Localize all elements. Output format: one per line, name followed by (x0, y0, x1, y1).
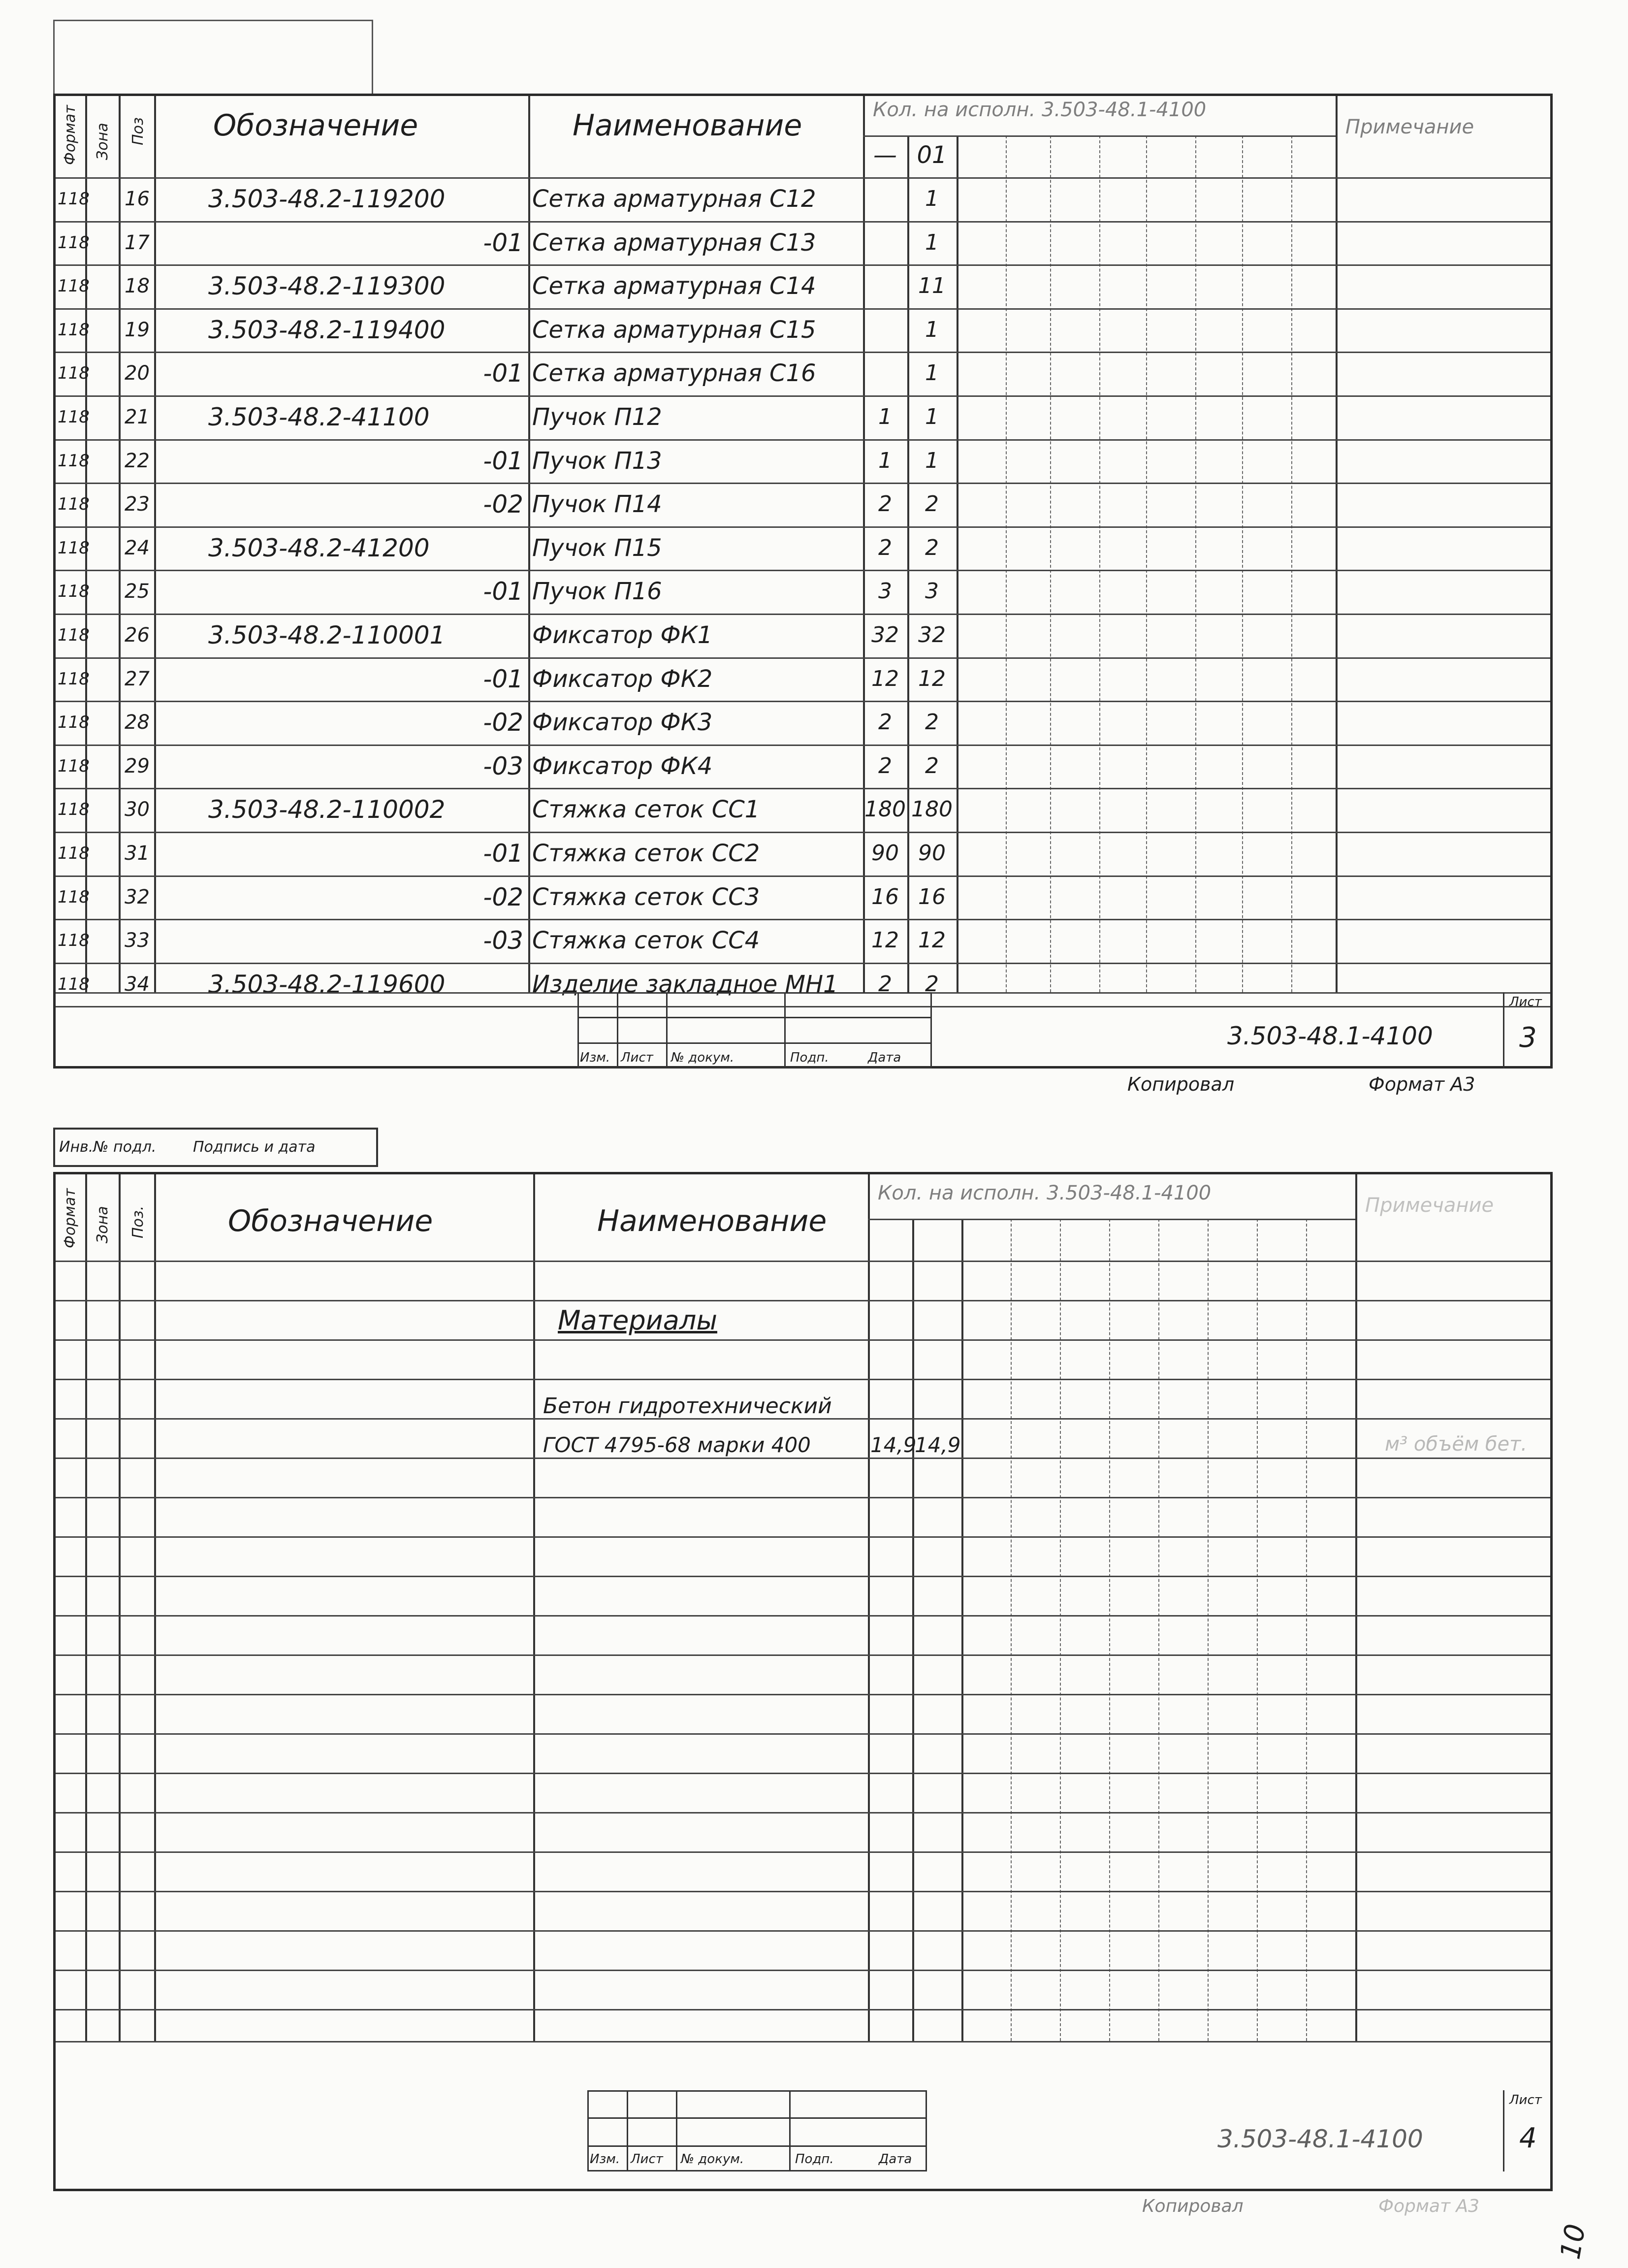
row-line (56, 1891, 1550, 1892)
header-zone: Зона (94, 1206, 111, 1243)
cell-format: 118 (58, 713, 90, 733)
cell-designation: -01 (483, 228, 523, 257)
tb-label-sign: Подп. (790, 1050, 829, 1065)
cell-name: Стяжка сеток СС1 (532, 796, 760, 824)
cell-name: Сетка арматурная С16 (532, 359, 816, 388)
format-label: Формат А3 (1369, 1073, 1475, 1095)
col-line (1355, 1174, 1357, 2041)
col-line (533, 1174, 535, 2041)
tb-label-doc: № докум. (671, 1050, 734, 1065)
cell-name: Пучок П15 (532, 534, 662, 562)
cell-q2: 11 (918, 273, 946, 299)
doc-code: 3.503-48.1-4100 (1217, 2125, 1423, 2153)
cell-name: Сетка арматурная С12 (532, 185, 816, 213)
col-line (1257, 1219, 1258, 2041)
cell-q1: 90 (871, 841, 899, 866)
cell-format: 118 (58, 451, 90, 471)
cell-designation: 3.503-48.2-119600 (208, 970, 446, 999)
col-line (154, 96, 156, 992)
cell-pos: 22 (125, 449, 150, 472)
cell-designation: -03 (483, 926, 523, 955)
cell-q1: 2 (878, 535, 892, 560)
cell-format: 118 (58, 494, 90, 515)
doc-code: 3.503-48.1-4100 (1227, 1022, 1433, 1050)
col-line (1208, 1219, 1209, 2041)
col-line (1011, 1219, 1012, 2041)
col-line (1291, 135, 1292, 992)
signature-date-label: Подпись и дата (193, 1138, 316, 1156)
col-line (1099, 135, 1100, 992)
cell-pos: 29 (125, 754, 150, 778)
sheet-number-box (1503, 2090, 1554, 2171)
tb-label-list: Лист (631, 2152, 663, 2167)
tb-label-date: Дата (879, 2152, 912, 2167)
tb-label-izm: Изм. (590, 2152, 620, 2167)
sheet-label: Лист (1509, 995, 1542, 1009)
row-line (868, 1219, 1355, 1220)
inventory-stamp (53, 1128, 378, 1167)
cell-pos: 23 (125, 493, 150, 516)
cell-q1: 1 (878, 448, 892, 473)
header-format: Формат (62, 1188, 79, 1248)
cell-q2: 1 (925, 360, 939, 386)
cell-q1: 2 (878, 753, 892, 778)
top-stub-box (53, 20, 373, 94)
cell-q1 (863, 222, 907, 263)
cell-q2: 12 (918, 928, 946, 953)
margin-number: 10 (1554, 2221, 1592, 2262)
cell-format: 118 (58, 800, 90, 820)
tb-label-date: Дата (868, 1050, 901, 1065)
tb-cell (577, 1017, 932, 1044)
cell-q1: 1 (878, 404, 892, 429)
cell-name: Фиксатор ФК1 (532, 621, 713, 649)
cell-format: 118 (58, 931, 90, 951)
header-qty: Кол. на исполн. 3.503-48.1-4100 (878, 1182, 1212, 1204)
tb-label-list: Лист (621, 1050, 653, 1065)
col-line (1242, 135, 1243, 992)
col-line (1158, 1219, 1159, 2041)
cell-q2: 3 (925, 579, 939, 604)
cell-designation: 3.503-48.2-119200 (208, 185, 446, 213)
tb-label-doc: № докум. (681, 2152, 744, 2167)
cell-designation: -01 (483, 577, 523, 606)
col-line (1006, 135, 1007, 992)
cell-designation: -03 (483, 751, 523, 780)
cell-pos: 18 (125, 275, 150, 298)
header-qty: Кол. на исполн. 3.503-48.1-4100 (873, 98, 1207, 121)
col-line (1146, 135, 1147, 992)
cell-pos: 26 (125, 624, 150, 647)
col-line (1336, 96, 1338, 992)
header-designation: Обозначение (213, 108, 418, 143)
cell-q2: 2 (925, 535, 939, 560)
material-name-line1: Бетон гидротехнический (543, 1393, 832, 1419)
cell-q2: 1 (925, 404, 939, 429)
col-line (868, 1174, 870, 2041)
row-line (56, 1970, 1550, 1971)
header-note: Примечание (1365, 1194, 1494, 1217)
cell-format: 118 (58, 189, 90, 209)
sheet-number: 3 (1519, 1022, 1537, 1054)
cell-q1: 2 (878, 971, 892, 997)
cell-name: Стяжка сеток СС4 (532, 927, 760, 955)
col-line (154, 1174, 156, 2041)
row-line (56, 1930, 1550, 1932)
cell-designation: 3.503-48.2-119300 (208, 272, 446, 301)
cell-designation: -01 (483, 446, 523, 475)
cell-pos: 17 (125, 231, 150, 254)
cell-name: Сетка арматурная С13 (532, 228, 816, 257)
cell-q1: 32 (871, 622, 899, 648)
cell-designation: 3.503-48.2-41100 (208, 403, 430, 431)
cell-q2: 2 (925, 753, 939, 778)
cell-format: 118 (58, 363, 90, 384)
cell-designation: 3.503-48.2-110002 (208, 795, 446, 824)
row-line (56, 1458, 1550, 1459)
cell-q1: 3 (878, 579, 892, 604)
cell-q2: 2 (925, 710, 939, 735)
cell-format: 118 (58, 756, 90, 776)
col-line (1306, 1219, 1307, 2041)
row-line (56, 1576, 1550, 1577)
cell-pos: 20 (125, 362, 150, 385)
qty-col-01: 01 (917, 141, 947, 169)
cell-name: Сетка арматурная С15 (532, 316, 816, 344)
cell-name: Фиксатор ФК3 (532, 709, 713, 737)
row-line (56, 1851, 1550, 1853)
cell-q2: 90 (918, 841, 946, 866)
cell-designation: 3.503-48.2-119400 (208, 315, 446, 344)
row-line (56, 2009, 1550, 2010)
cell-name: Пучок П12 (532, 403, 662, 431)
cell-pos: 33 (125, 929, 150, 952)
row-line (56, 1339, 1550, 1341)
material-note: м³ объём бет. (1385, 1433, 1528, 1456)
cell-pos: 28 (125, 711, 150, 734)
header-designation: Обозначение (228, 1204, 433, 1238)
tb-label-izm: Изм. (580, 1050, 610, 1065)
col-line (1060, 1219, 1061, 2041)
cell-q2: 1 (925, 448, 939, 473)
cell-pos: 30 (125, 798, 150, 821)
cell-pos: 19 (125, 318, 150, 341)
cell-q1: 12 (871, 928, 899, 953)
row-line (56, 1773, 1550, 1774)
cell-name: Пучок П16 (532, 578, 662, 606)
sheet-number: 4 (1519, 2122, 1537, 2154)
cell-name: Стяжка сеток СС3 (532, 883, 760, 911)
cell-q2: 1 (925, 229, 939, 255)
row-line (56, 1694, 1550, 1695)
cell-name: Пучок П13 (532, 447, 662, 475)
cell-pos: 21 (125, 406, 150, 428)
col-line (1195, 135, 1196, 992)
row-line (56, 1654, 1550, 1656)
cell-format: 118 (58, 232, 90, 253)
cell-q1 (863, 309, 907, 351)
material-qty-1: 14,9 (870, 1433, 917, 1457)
row-line (56, 1497, 1550, 1498)
col-line (119, 1174, 121, 2041)
cell-pos: 34 (125, 972, 150, 996)
cell-name: Фиксатор ФК4 (532, 752, 713, 780)
row-line (56, 1536, 1550, 1538)
cell-designation: -02 (483, 490, 523, 519)
cell-name: Пучок П14 (532, 490, 662, 518)
cell-name: Фиксатор ФК2 (532, 665, 713, 693)
col-line (957, 135, 958, 992)
cell-pos: 16 (125, 188, 150, 210)
cell-format: 118 (58, 887, 90, 907)
section-heading-materials: Материалы (558, 1305, 717, 1336)
cell-designation: -01 (483, 664, 523, 693)
copied-label: Копировал (1127, 1073, 1235, 1095)
spec-sheet-2 (53, 1172, 1553, 2191)
qty-col-dash: — (873, 141, 897, 169)
col-line (119, 96, 121, 992)
cell-q2: 2 (925, 491, 939, 517)
sheet-number-box (1503, 992, 1554, 1069)
cell-name: Изделие закладное МН1 (532, 970, 838, 998)
cell-q1 (863, 265, 907, 307)
cell-q2: 32 (918, 622, 946, 648)
tb-label-sign: Подп. (795, 2152, 834, 2167)
cell-format: 118 (58, 407, 90, 427)
cell-designation: -02 (483, 708, 523, 737)
col-line (961, 1219, 963, 2041)
row-line (56, 2041, 1550, 2042)
cell-q1: 180 (864, 797, 906, 822)
cell-designation: -01 (483, 359, 523, 388)
cell-designation: 3.503-48.2-41200 (208, 533, 430, 562)
cell-designation: -02 (483, 882, 523, 911)
cell-designation: -01 (483, 839, 523, 868)
tb-cell (587, 2117, 927, 2147)
cell-pos: 25 (125, 580, 150, 603)
cell-q1: 12 (871, 666, 899, 691)
col-line (1109, 1219, 1110, 2041)
cell-q2: 16 (918, 884, 946, 909)
row-line (56, 1733, 1550, 1735)
cell-q2: 2 (925, 971, 939, 997)
cell-q1: 2 (878, 710, 892, 735)
cell-q1 (863, 353, 907, 394)
cell-pos: 32 (125, 885, 150, 908)
cell-format: 118 (58, 974, 90, 994)
cell-format: 118 (58, 276, 90, 296)
cell-format: 118 (58, 625, 90, 645)
row-line (56, 1812, 1550, 1814)
material-qty-2: 14,9 (915, 1433, 961, 1457)
col-line (912, 1219, 914, 2041)
cell-designation: 3.503-48.2-110001 (208, 621, 446, 649)
cell-q2: 1 (925, 317, 939, 342)
cell-q2: 1 (925, 186, 939, 211)
format-label: Формат А3 (1378, 2196, 1480, 2216)
cell-pos: 24 (125, 536, 150, 559)
sheet-label: Лист (1509, 2093, 1542, 2107)
cell-format: 118 (58, 320, 90, 340)
cell-pos: 27 (125, 667, 150, 690)
header-pos: Поз. (129, 1205, 147, 1238)
header-format: Формат (62, 105, 79, 165)
cell-q1 (863, 178, 907, 220)
cell-q2: 180 (911, 797, 953, 822)
cell-q1: 2 (878, 491, 892, 517)
col-line (1050, 135, 1051, 992)
cell-pos: 31 (125, 842, 150, 865)
cell-name: Сетка арматурная С14 (532, 272, 816, 300)
header-zone: Зона (94, 123, 111, 160)
cell-q1: 16 (871, 884, 899, 909)
inventory-number-label: Инв.№ подл. (59, 1138, 157, 1156)
row-line (56, 1300, 1550, 1301)
cell-format: 118 (58, 843, 90, 863)
cell-q2: 12 (918, 666, 946, 691)
material-name-line2: ГОСТ 4795-68 марки 400 (543, 1433, 811, 1457)
cell-name: Стяжка сеток СС2 (532, 840, 760, 867)
cell-format: 118 (58, 582, 90, 602)
row-line (56, 1261, 1550, 1262)
cell-format: 118 (58, 669, 90, 689)
header-name: Наименование (573, 108, 802, 143)
copied-label: Копировал (1142, 2196, 1244, 2216)
col-line (85, 1174, 87, 2041)
header-name: Наименование (597, 1204, 827, 1238)
row-line (863, 135, 1336, 137)
row-line (56, 1379, 1550, 1380)
header-pos: Поз (129, 117, 147, 145)
spec-sheet-1 (53, 94, 1553, 1069)
row-line (56, 1615, 1550, 1617)
header-note: Примечание (1345, 116, 1474, 138)
cell-format: 118 (58, 538, 90, 558)
